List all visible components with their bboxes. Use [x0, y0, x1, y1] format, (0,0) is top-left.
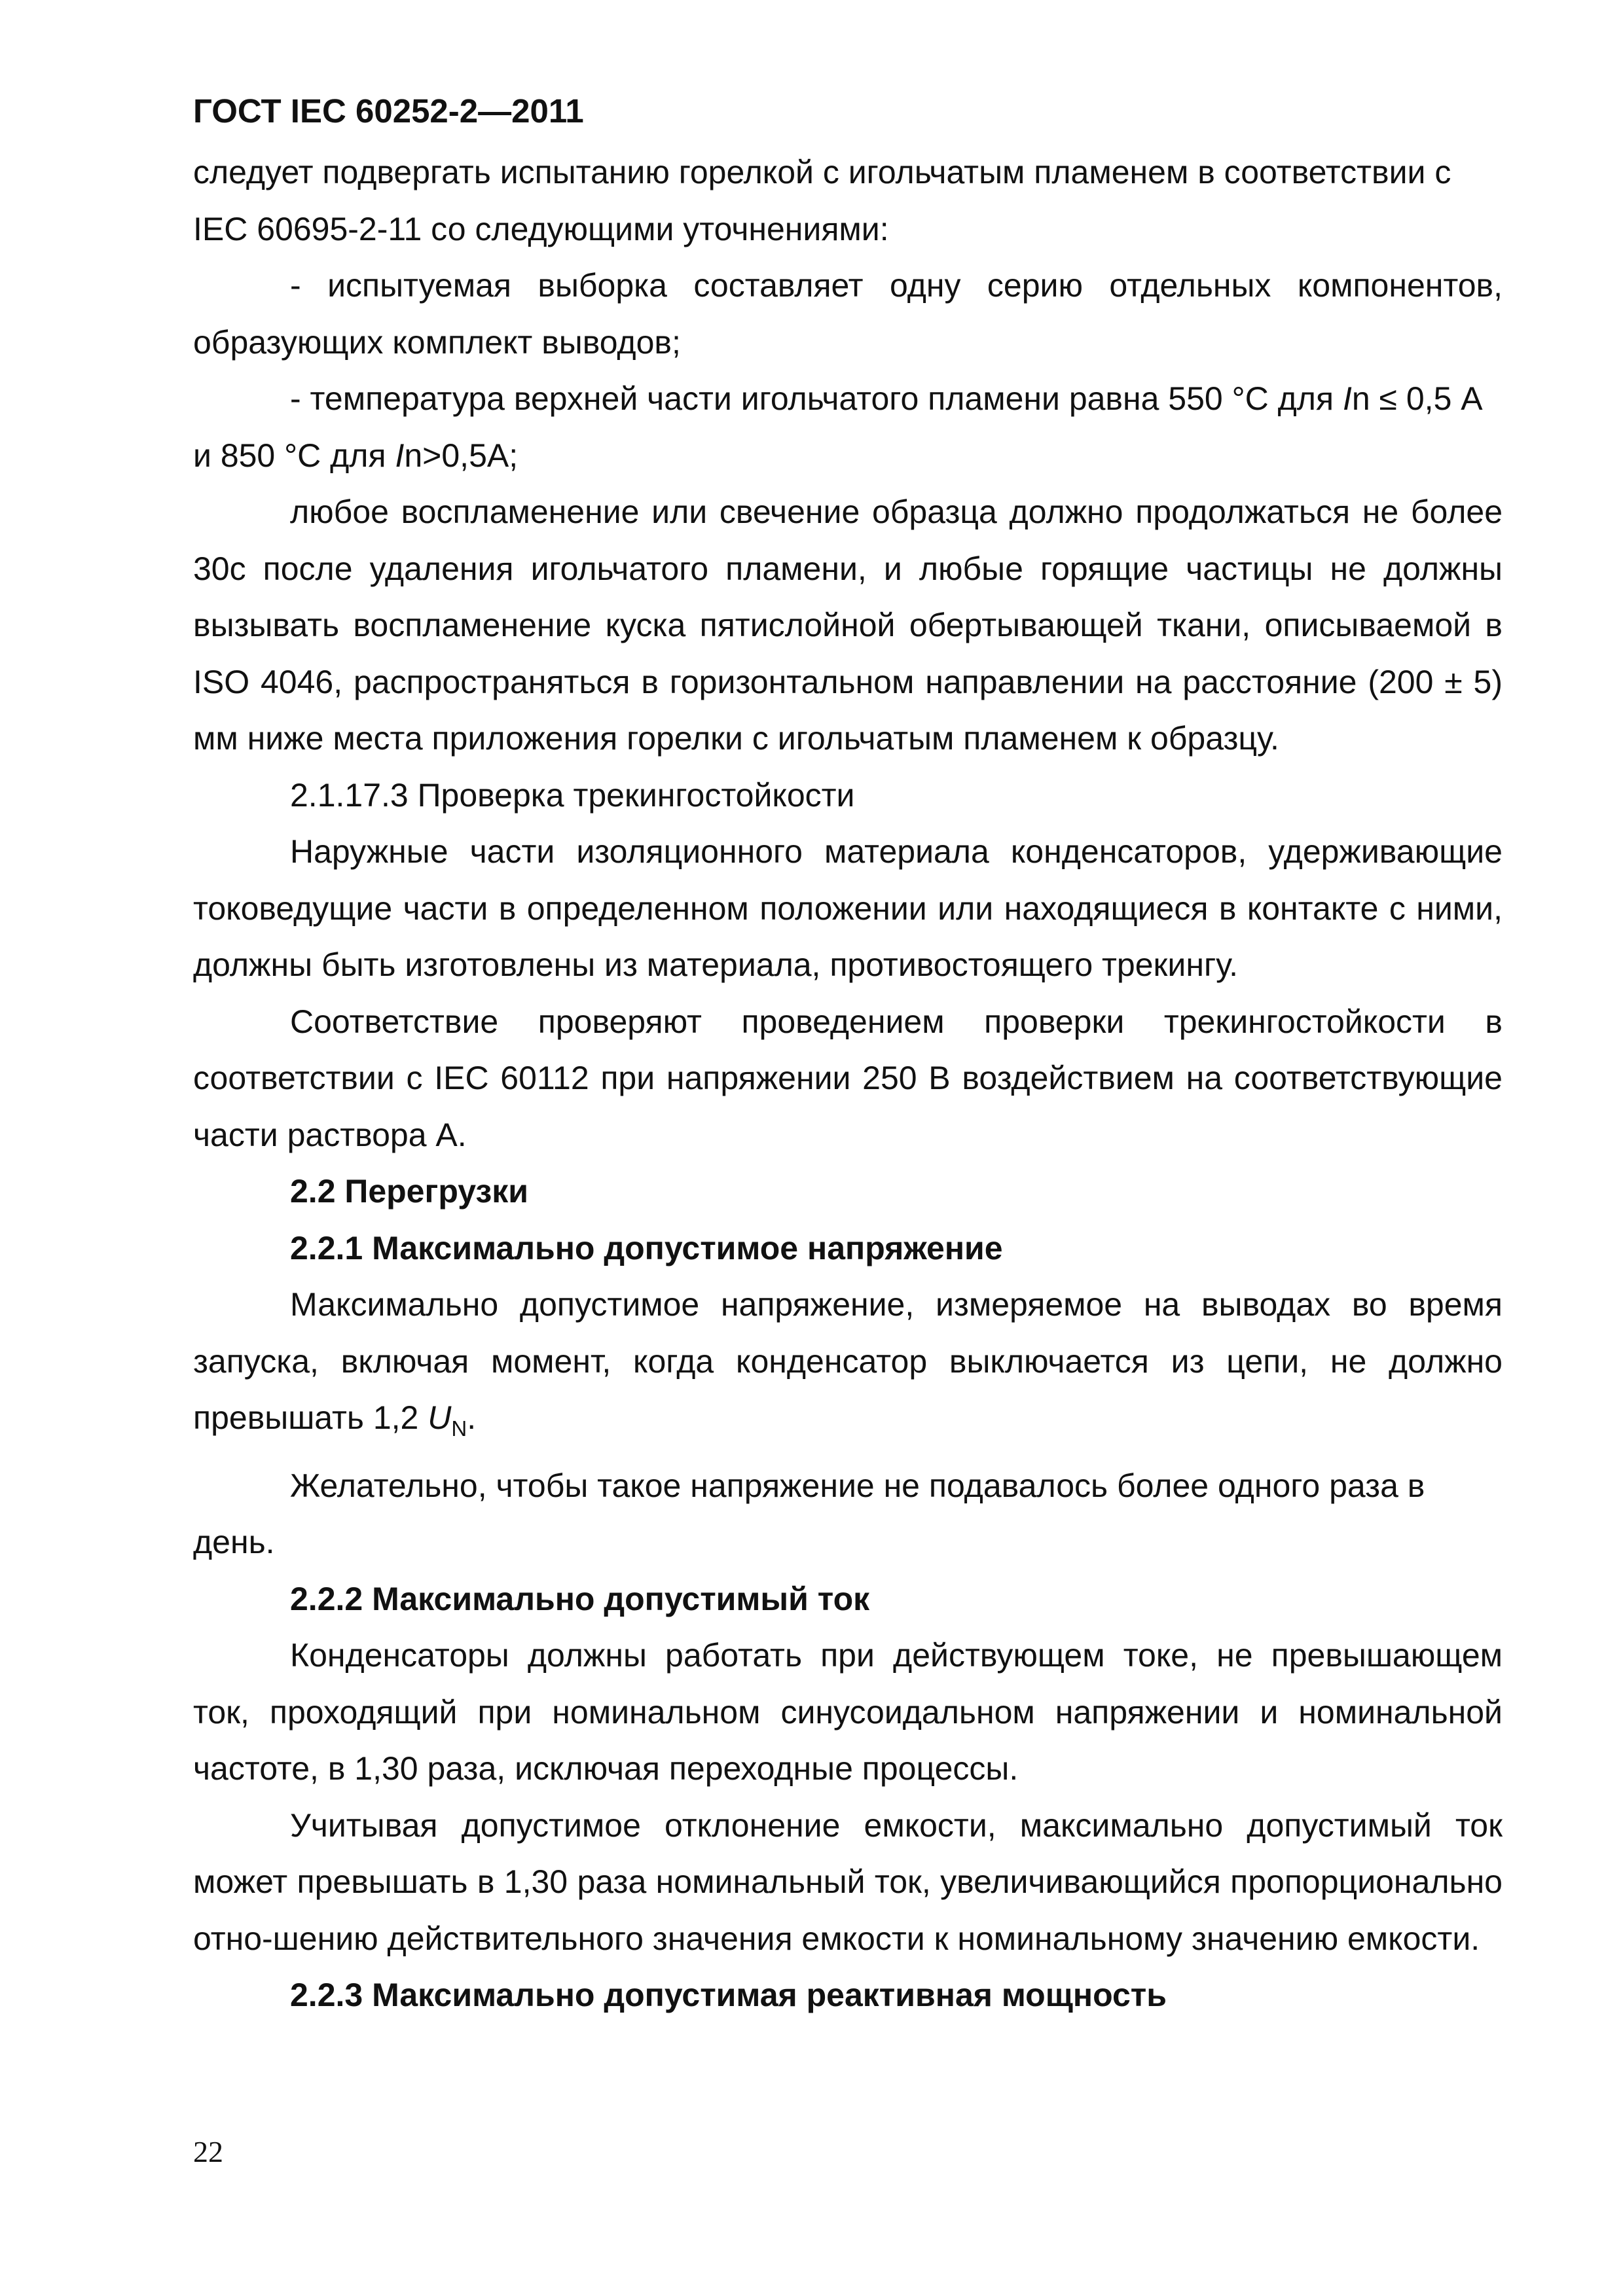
- voltage-subscript: N: [451, 1416, 467, 1441]
- section-2-2-2-heading: 2.2.2 Максимально допустимый ток: [290, 1580, 870, 1617]
- text-run: n ≤ 0,5 А и 850 °С для: [193, 380, 1483, 474]
- current-symbol: I: [395, 437, 405, 474]
- section-2-2-1-heading: 2.2.1 Максимально допустимое напряжение: [290, 1229, 1003, 1266]
- page-number: 22: [193, 2135, 223, 2168]
- paragraph-continuation: следует подвергать испытанию горелкой с игольчатым пламенем в соответствии с IEC 60695-2-11 со следующими уточнениями:: [193, 154, 1451, 247]
- section-2-1-17-3-title: 2.1.17.3 Проверка трекингостойкости: [290, 776, 855, 814]
- document-header-title: ГОСТ IEC 60252-2—2011: [193, 92, 584, 130]
- list-item-sample: - испытуемая выборка составляет одну серию отдельных компонентов, образующих комплект выводов;: [193, 267, 1503, 361]
- paragraph-once-per-day: Желательно, чтобы такое напряжение не подавалось более одного раза в день.: [193, 1467, 1425, 1560]
- paragraph-current-operation: Конденсаторы должны работать при действующем токе, не превышающем ток, проходящий при номинальном синусоидальном напряжении и номинальной частоте, в 1,30 раза, исключая переходные процессы.: [193, 1637, 1503, 1787]
- current-symbol: I: [1342, 380, 1352, 417]
- paragraph-max-voltage: [193, 1276, 1503, 1458]
- section-2-2-heading: 2.2 Перегрузки: [290, 1173, 528, 1210]
- text-run: .: [467, 1399, 477, 1436]
- paragraph-ignition: любое воспламенение или свечение образца должно продолжаться не более 30с после удаления игольчатого пламени, и любые горящие частицы не должны вызывать воспламенение куска пятислойной обертывающей ткани, описываемой в ISO 4046, распространяться в горизонтальном направлении на расстояние (200 ± 5) мм ниже места приложения горелки с игольчатым пламенем к образцу.: [193, 493, 1503, 757]
- text-run: n>0,5А;: [404, 437, 519, 474]
- list-item-flame-temperature: [193, 370, 1503, 484]
- section-2-2-3-heading: 2.2.3 Максимально допустимая реактивная мощность: [290, 1977, 1167, 2013]
- voltage-symbol: U: [428, 1399, 452, 1436]
- document-body: [193, 144, 1503, 2024]
- paragraph-capacitance-tolerance: Учитывая допустимое отклонение емкости, максимально допустимый ток может превышать в 1,30 раза номинальный ток, увеличивающийся пропорционально отно-шению действительного значения емкости к номинальному значению емкости.: [193, 1806, 1503, 1957]
- paragraph-external-parts: Наружные части изоляционного материала конденсаторов, удерживающие токоведущие части в определенном положении или находящиеся в контакте с ними, должны быть изготовлены из материала, противостоящего трекингу.: [193, 833, 1503, 983]
- text-run: Максимально допустимое напряжение, измеряемое на выводах во время запуска, включая момент, когда конденсатор выключается из цепи, не должно превышать 1,2: [193, 1286, 1503, 1436]
- text-run: - температура верхней части игольчатого пламени равна 550 °С для: [290, 380, 1343, 417]
- paragraph-compliance-check: Соответствие проверяют проведением проверки трекингостойкости в соответствии с IEC 60112 при напряжении 250 В воздействием на соответствующие части раствора А.: [193, 1003, 1503, 1153]
